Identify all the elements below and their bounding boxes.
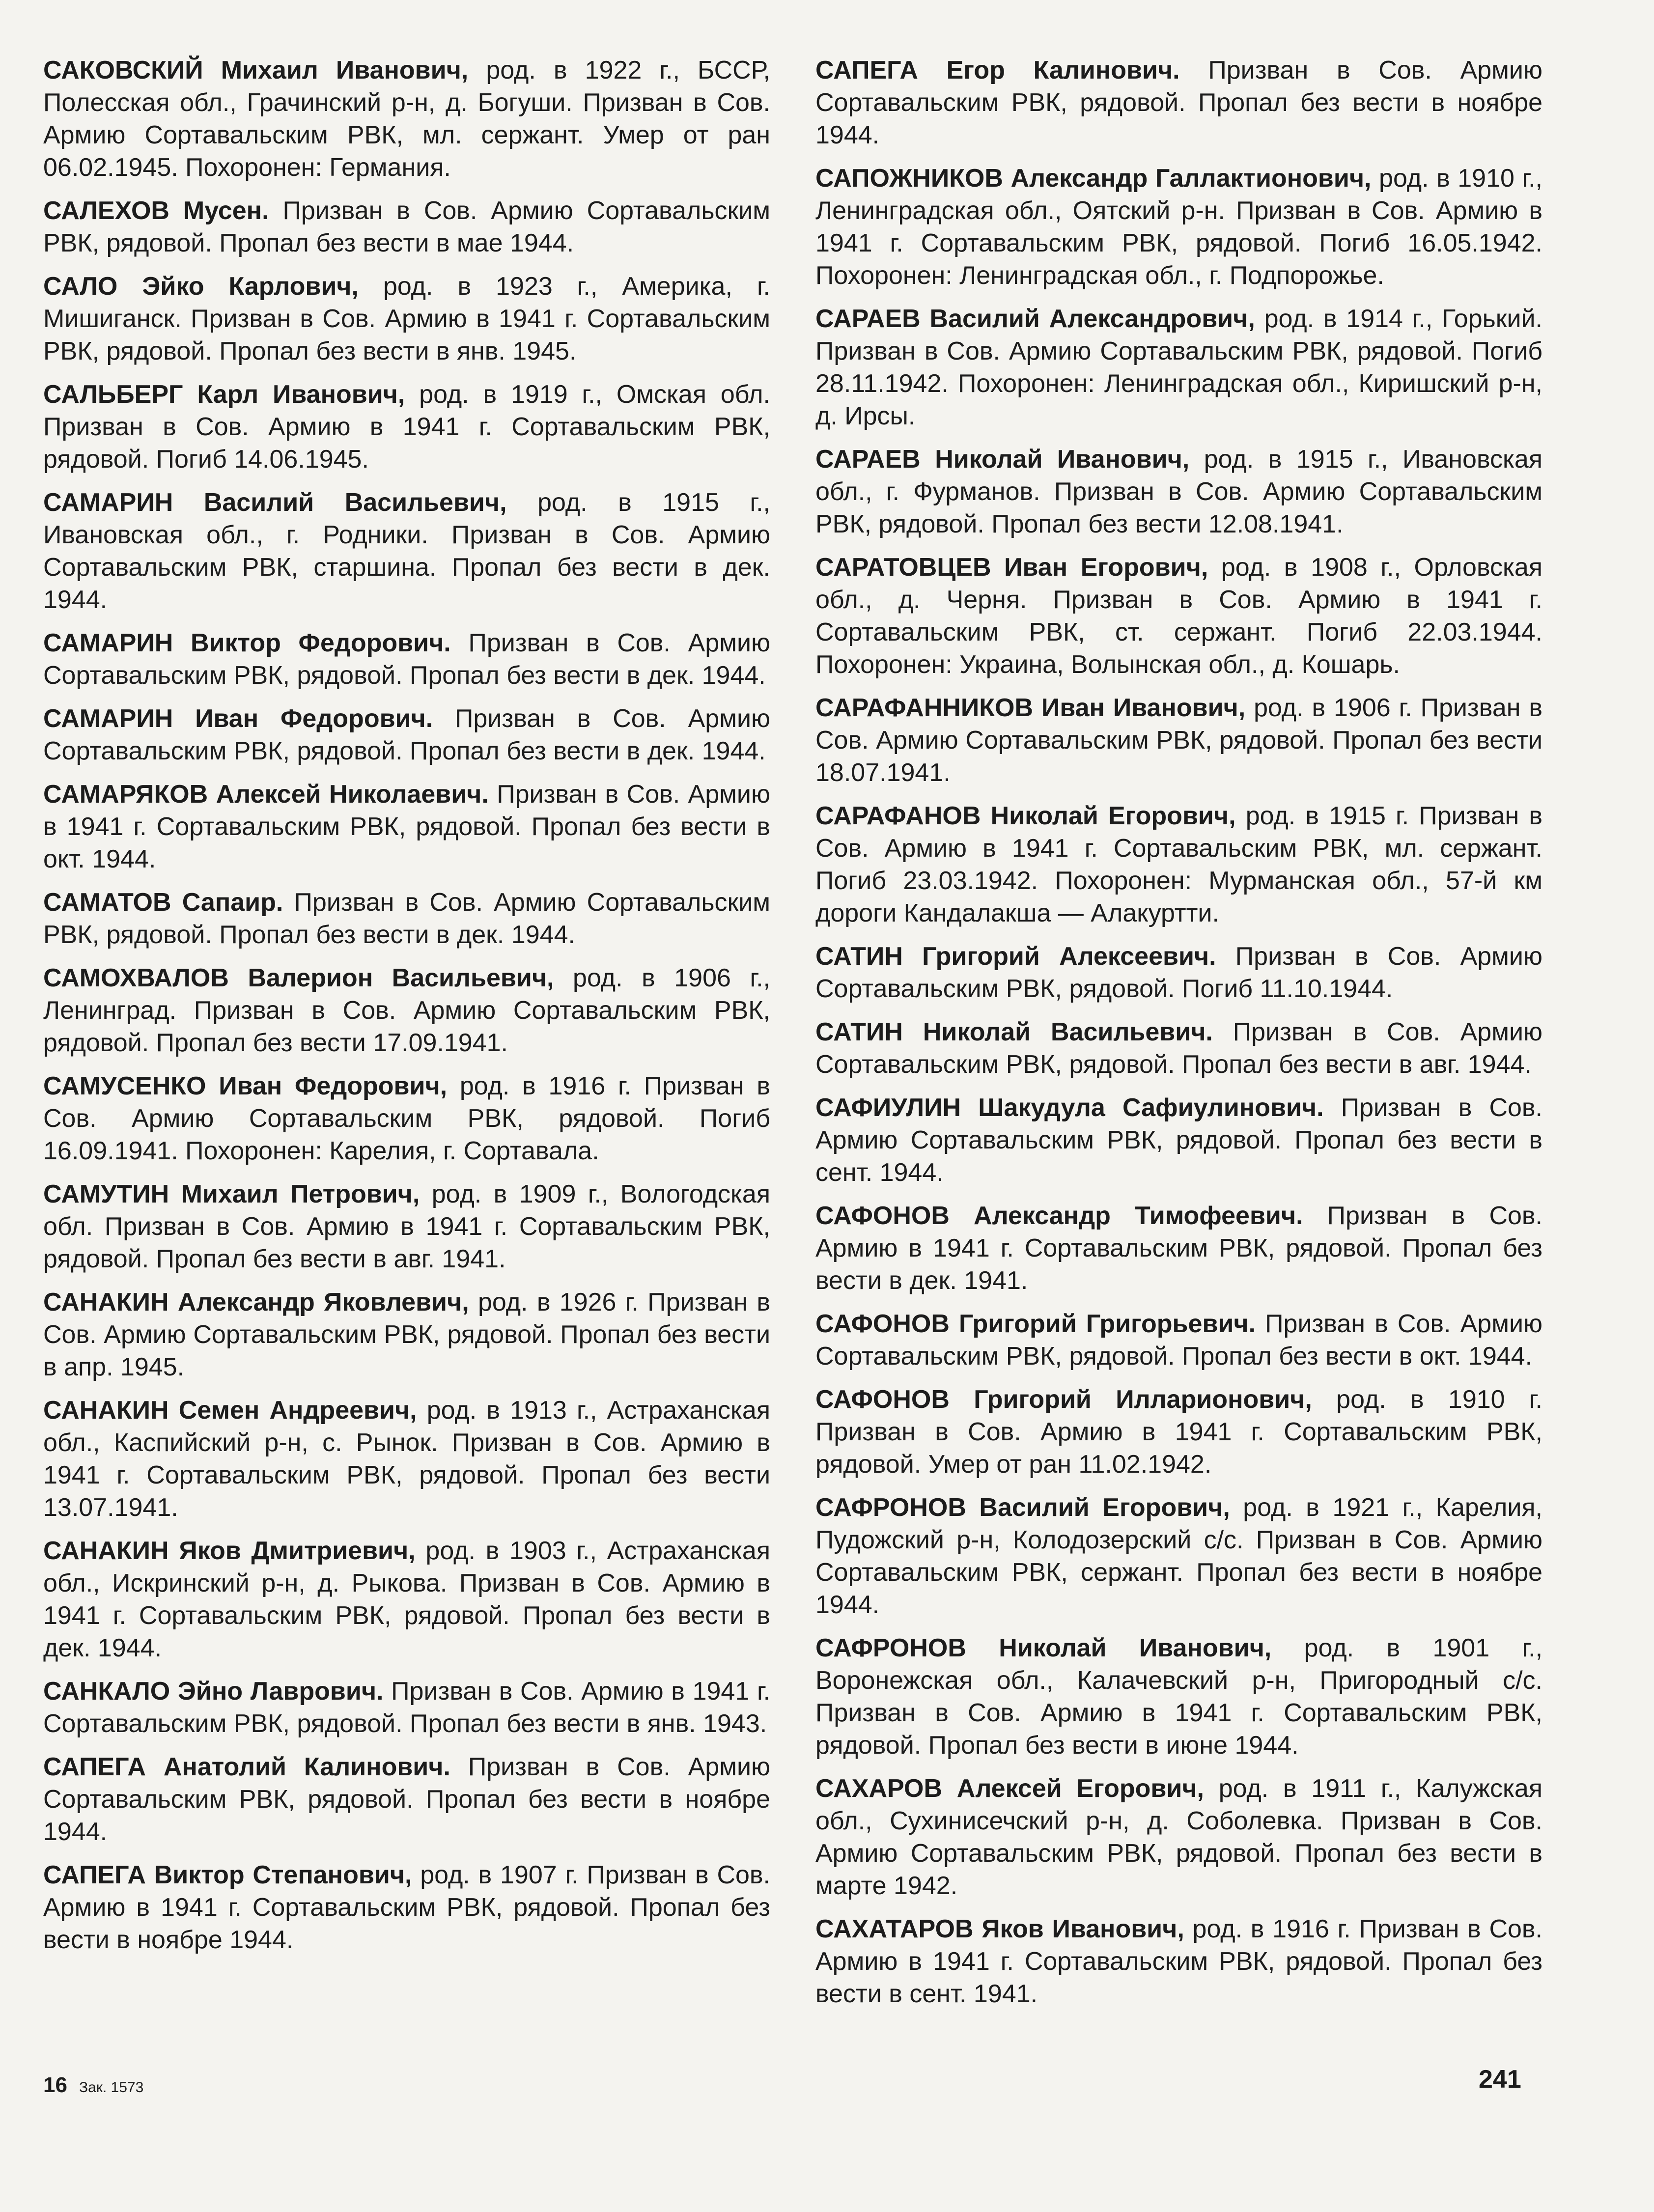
entry [43, 1178, 770, 1275]
entry [43, 1070, 770, 1167]
entry-text: Призван в Сов. Армию Сортавальским РВК, рядовой. Пропал без вести в авг. 1944. [815, 1018, 1542, 1079]
entry-text: род. в 1910 г., Ленинградская обл., Оятский р-н. Призван в Сов. Армию в 1941 г. Сортавальским РВК, рядовой. Погиб 16.05.1942. Похоронен: Ленинградская обл., г. Подпорожье. [815, 164, 1542, 290]
entry [815, 303, 1542, 432]
entry [43, 486, 770, 616]
entry [43, 886, 770, 951]
entry-name: САФОНОВ Григорий Илларионович, [815, 1385, 1312, 1414]
entry-name: САНКАЛО Эйно Лаврович. [43, 1677, 384, 1706]
entry-text: Призван в Сов. Армию Сортавальским РВК, рядовой. Пропал без вести в дек. 1944. [43, 888, 771, 949]
entry-name: САНАКИН Яков Дмитриевич, [43, 1537, 416, 1565]
entry-name: САКОВСКИЙ Михаил Иванович, [43, 56, 469, 84]
entry-name: САРАЕВ Василий Александрович, [815, 305, 1255, 333]
entry [815, 1092, 1542, 1189]
entry [43, 1286, 770, 1383]
entry-text: род. в 1922 г., БССР, Полесская обл., Грачинский р-н, д. Богуши. Призван в Сов. Армию Сортавальским РВК, мл. сержант. Умер от ран 06.02.1945. Похоронен: Германия. [43, 56, 770, 182]
entry-name: САФОНОВ Александр Тимофеевич. [815, 1202, 1303, 1230]
entry [43, 1535, 770, 1664]
entry-text: род. в 1916 г. Призван в Сов. Армию в 1941 г. Сортавальским РВК, рядовой. Пропал без вести в сент. 1941. [815, 1915, 1542, 2008]
entry-name: САРАЕВ Николай Иванович, [815, 445, 1190, 474]
entry-name: САФИУЛИН Шакудула Сафиулинович. [815, 1093, 1324, 1122]
entry-text: Призван в Сов. Армию Сортавальским РВК, рядовой. Пропал без вести в дек. 1944. [43, 704, 770, 765]
entry-name: САПЕГА Анатолий Калинович. [43, 1753, 450, 1781]
entry-name: САМОХВАЛОВ Валерион Васильевич, [43, 964, 554, 992]
page-number: 241 [1479, 2065, 1521, 2094]
entry-text: род. в 1907 г. Призван в Сов. Армию в 1941 г. Сортавальским РВК, рядовой. Пропал без вести в ноябре 1944. [43, 1861, 770, 1954]
entry [43, 54, 770, 184]
entry-name: САЛЬБЕРГ Карл Иванович, [43, 380, 405, 409]
entry [815, 1491, 1542, 1621]
entry-text: род. в 1915 г. Призван в Сов. Армию в 1941 г. Сортавальским РВК, мл. сержант. Погиб 23.03.1942. Похоронен: Мурманская обл., 57-й км дороги Кандалакша — Алакуртти. [815, 802, 1542, 927]
entry-name: САНАКИН Александр Яковлевич, [43, 1288, 469, 1316]
entry-text: род. в 1913 г., Астраханская обл., Каспийский р-н, с. Рынок. Призван в Сов. Армию в 1941 г. Сортавальским РВК, рядовой. Пропал без вести 13.07.1941. [43, 1396, 771, 1522]
entry-name: САПЕГА Егор Калинович. [815, 56, 1180, 84]
entry [43, 778, 770, 875]
entry-name: САМАТОВ Сапаир. [43, 888, 283, 917]
entry-name: САМАРИН Иван Федорович. [43, 704, 433, 733]
entry [815, 551, 1542, 681]
entry-text: род. в 1916 г. Призван в Сов. Армию Сортавальским РВК, рядовой. Погиб 16.09.1941. Похоронен: Карелия, г. Сортавала. [43, 1072, 771, 1165]
entry-name: САТИН Николай Васильевич. [815, 1018, 1213, 1046]
entry-name: САМАРЯКОВ Алексей Николаевич. [43, 780, 489, 809]
entry [43, 962, 770, 1059]
entry-text: Призван в Сов. Армию Сортавальским РВК, рядовой. Погиб 11.10.1944. [815, 942, 1542, 1003]
entry-text: род. в 1915 г., Ивановская обл., г. Фурманов. Призван в Сов. Армию Сортавальским РВК, рядовой. Пропал без вести 12.08.1941. [815, 445, 1542, 538]
entry [815, 1016, 1542, 1081]
entry-text: род. в 1914 г., Горький. Призван в Сов. Армию Сортавальским РВК, рядовой. Погиб 28.11.1942. Похоронен: Ленинградская обл., Киришский р-н, д. Ирсы. [815, 305, 1542, 430]
entry [43, 627, 770, 692]
printer-signature [43, 2071, 143, 2102]
entry-text: род. в 1903 г., Астраханская обл., Искринский р-н, д. Рыкова. Призван в Сов. Армию в 1941 г. Сортавальским РВК, рядовой. Пропал без вести в дек. 1944. [43, 1537, 771, 1662]
entry-text: Призван в Сов. Армию в 1941 г. Сортавальским РВК, рядовой. Пропал без вести в окт. 1944. [43, 780, 770, 873]
entry [43, 1394, 770, 1524]
entry-name: САФРОНОВ Василий Егорович, [815, 1493, 1230, 1522]
entry-name: САХАРОВ Алексей Егорович, [815, 1774, 1204, 1803]
entry-name: САРАТОВЦЕВ Иван Егорович, [815, 553, 1208, 582]
entry-name: САПЕГА Виктор Степанович, [43, 1861, 412, 1889]
entry-text: род. в 1919 г., Омская обл. Призван в Сов. Армию в 1941 г. Сортавальским РВК, рядовой. Погиб 14.06.1945. [43, 380, 770, 474]
entry-text: род. в 1923 г., Америка, г. Мишиганск. Призван в Сов. Армию в 1941 г. Сортавальским РВК, рядовой. Пропал без вести в янв. 1945. [43, 272, 771, 365]
entry [815, 54, 1542, 151]
entry-name: САЛЕХОВ Мусен. [43, 196, 269, 225]
entry [43, 702, 770, 767]
entry [815, 1383, 1542, 1481]
entry-text: Призван в Сов. Армию Сортавальским РВК, рядовой. Пропал без вести в ноябре 1944. [43, 1753, 770, 1846]
entry [43, 270, 770, 367]
entry-name: САФОНОВ Григорий Григорьевич. [815, 1310, 1256, 1338]
entry-name: САРАФАНОВ Николай Егорович, [815, 802, 1236, 830]
entry-text: Призван в Сов. Армию Сортавальским РВК, рядовой. Пропал без вести в сент. 1944. [815, 1093, 1543, 1187]
entry [43, 195, 770, 259]
entry-text: род. в 1906 г. Призван в Сов. Армию Сортавальским РВК, рядовой. Пропал без вести 18.07.1941. [815, 694, 1542, 787]
entry [815, 1308, 1542, 1372]
entry-name: САМАРИН Виктор Федорович. [43, 629, 451, 657]
left-column [43, 54, 770, 1967]
entry [43, 378, 770, 476]
entry-name: САХАТАРОВ Яков Иванович, [815, 1915, 1184, 1943]
right-column [815, 54, 1542, 2021]
signature-number: 16 [43, 2073, 67, 2097]
entry [43, 1751, 770, 1848]
entry-text: Призван в Сов. Армию Сортавальским РВК, рядовой. Пропал без вести в мае 1944. [43, 196, 770, 257]
entry [43, 1859, 770, 1956]
entry-text: род. в 1926 г. Призван в Сов. Армию Сортавальским РВК, рядовой. Пропал без вести в апр. 1945. [43, 1288, 771, 1381]
entry [815, 1632, 1542, 1762]
entry-text: род. в 1921 г., Карелия, Пудожский р-н, Колодозерский с/с. Призван в Сов. Армию Сортавальским РВК, сержант. Пропал без вести в ноябре 1944. [815, 1493, 1542, 1619]
entry-text: род. в 1908 г., Орловская обл., д. Черня. Призван в Сов. Армию в 1941 г. Сортавальским РВК, ст. сержант. Погиб 22.03.1944. Похоронен: Украина, Волынская обл., д. Кошарь. [815, 553, 1542, 679]
entry-name: САМАРИН Василий Васильевич, [43, 488, 507, 517]
entry-text: род. в 1910 г. Призван в Сов. Армию в 1941 г. Сортавальским РВК, рядовой. Умер от ран 11.02.1942. [815, 1385, 1542, 1479]
entry [815, 162, 1542, 292]
entry [815, 940, 1542, 1005]
entry-name: САМУСЕНКО Иван Федорович, [43, 1072, 448, 1100]
entry-name: САПОЖНИКОВ Александр Галлактионович, [815, 164, 1372, 193]
entry-text: род. в 1909 г., Вологодская обл. Призван в Сов. Армию в 1941 г. Сортавальским РВК, рядовой. Пропал без вести в авг. 1941. [43, 1180, 771, 1273]
entry-name: САЛО Эйко Карлович, [43, 272, 359, 301]
entry-text: Призван в Сов. Армию Сортавальским РВК, рядовой. Пропал без вести в ноябре 1944. [815, 56, 1542, 149]
entry-name: САФРОНОВ Николай Иванович, [815, 1634, 1272, 1662]
entry [815, 800, 1542, 929]
entry-text: Призван в Сов. Армию в 1941 г. Сортавальским РВК, рядовой. Пропал без вести в янв. 1943. [43, 1677, 771, 1738]
entry-text: род. в 1901 г., Воронежская обл., Калачевский р-н, Пригородный с/с. Призван в Сов. Армию в 1941 г. Сортавальским РВК, рядовой. Пропал без вести в июне 1944. [815, 1634, 1543, 1760]
order-number: Зак. 1573 [79, 2079, 144, 2096]
entry-text: Призван в Сов. Армию Сортавальским РВК, рядовой. Пропал без вести в дек. 1944. [43, 629, 770, 690]
entry [815, 1772, 1542, 1902]
entry [815, 692, 1542, 789]
entry-name: САНАКИН Семен Андреевич, [43, 1396, 417, 1425]
entry [815, 443, 1542, 540]
entry-name: САРАФАННИКОВ Иван Иванович, [815, 694, 1246, 722]
entry [815, 1913, 1542, 2010]
entry [43, 1675, 770, 1740]
entry-name: САТИН Григорий Алексеевич. [815, 942, 1216, 971]
entry-text: род. в 1911 г., Калужская обл., Сухинисечский р-н, д. Соболевка. Призван в Сов. Армию Сортавальским РВК, рядовой. Пропал без вести в марте 1942. [815, 1774, 1542, 1900]
entry [815, 1200, 1542, 1297]
entry-text: Призван в Сов. Армию Сортавальским РВК, рядовой. Пропал без вести в окт. 1944. [815, 1310, 1542, 1371]
entry-text: Призван в Сов. Армию в 1941 г. Сортавальским РВК, рядовой. Пропал без вести в дек. 1941. [815, 1202, 1542, 1295]
entry-name: САМУТИН Михаил Петрович, [43, 1180, 420, 1208]
entry-text: род. в 1906 г., Ленинград. Призван в Сов. Армию Сортавальским РВК, рядовой. Пропал без вести 17.09.1941. [43, 964, 770, 1057]
entry-text: род. в 1915 г., Ивановская обл., г. Родники. Призван в Сов. Армию Сортавальским РВК, старшина. Пропал без вести в дек. 1944. [43, 488, 770, 614]
